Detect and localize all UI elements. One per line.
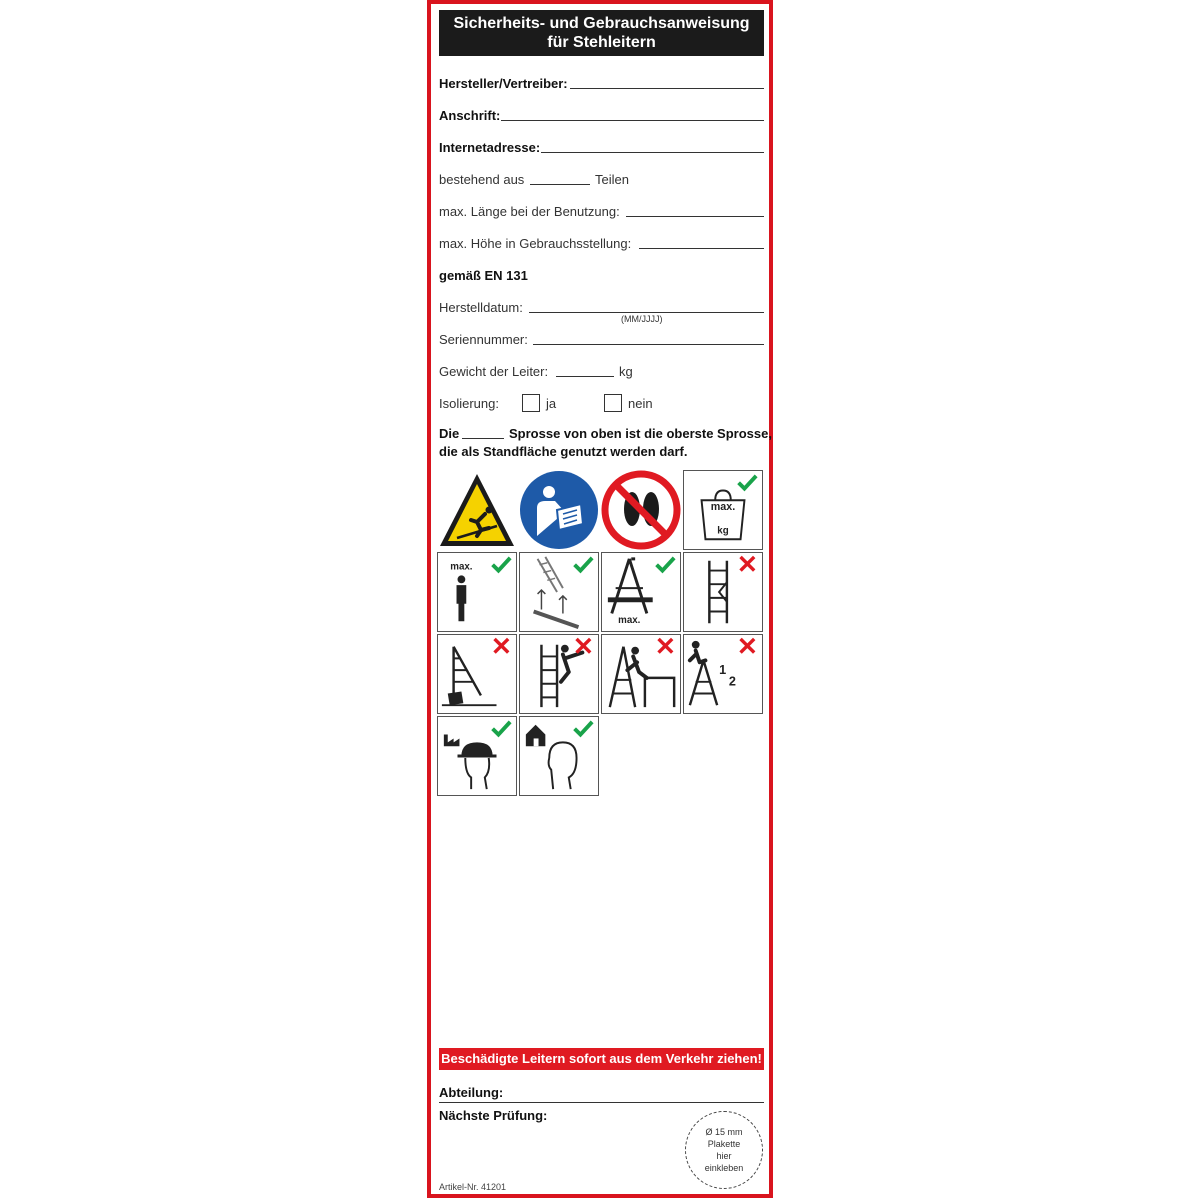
spreader-max-text: max.: [618, 615, 641, 627]
hersteller-field[interactable]: [570, 88, 764, 89]
kg-text: kg: [717, 525, 729, 537]
abteilung-field[interactable]: [439, 1102, 764, 1103]
ja-label: ja: [546, 396, 557, 411]
check-spreader-icon: [519, 552, 599, 632]
herstelldatum-label: Herstelldatum:: [439, 300, 523, 315]
label-title: [439, 10, 764, 56]
home-use-icon: [519, 716, 599, 796]
internet-field[interactable]: [541, 152, 764, 153]
slip-fall-warning-icon: [437, 470, 517, 550]
anschrift-field[interactable]: [501, 120, 764, 121]
datum-format-hint: (MM/JJJJ): [621, 314, 663, 324]
plakette-size: Ø 15 mm: [705, 1127, 743, 1137]
title-line-1: Sicherheits- und Gebrauchsanweisung: [453, 15, 750, 32]
no-uneven-ground-icon: [437, 634, 517, 714]
gewicht-label: Gewicht der Leiter:: [439, 364, 549, 379]
bestehend-label: bestehend aus: [439, 172, 525, 187]
no-lean-ladder-icon: [683, 552, 763, 632]
nein-label: nein: [628, 396, 653, 411]
abteilung-label: Abteilung:: [439, 1085, 504, 1100]
isolierung-ja-checkbox[interactable]: [522, 394, 540, 412]
seriennummer-label: Seriennummer:: [439, 332, 528, 347]
seriennummer-field[interactable]: [533, 344, 764, 345]
teile-field[interactable]: [530, 184, 590, 185]
professional-use-icon: [437, 716, 517, 796]
gewicht-field[interactable]: [556, 376, 614, 377]
step-number-1: 1: [719, 663, 727, 677]
read-manual-icon: [519, 470, 599, 550]
damaged-ladder-warning: Beschädigte Leitern sofort aus dem Verkehr ziehen!: [439, 1048, 764, 1070]
herstelldatum-field[interactable]: [529, 312, 764, 313]
internet-label: Internetadresse:: [439, 140, 541, 155]
norm-label: gemäß EN 131: [439, 268, 528, 283]
sprosse-field[interactable]: [462, 438, 504, 439]
ladder-safety-label: [427, 0, 773, 1198]
isolierung-label: Isolierung:: [439, 396, 499, 411]
no-standing-prohibition-icon: [601, 470, 681, 550]
sprosse-text-2: die als Standfläche genutzt werden darf.: [439, 444, 688, 459]
spreader-max-icon: [601, 552, 681, 632]
plakette-hier: hier: [716, 1151, 732, 1161]
max-text: max.: [710, 501, 736, 513]
inspection-sticker-area: [685, 1111, 763, 1189]
article-number: Artikel-Nr. 41201: [439, 1182, 507, 1192]
hersteller-label: Hersteller/Vertreiber:: [439, 76, 568, 91]
plakette-einkleben: einkleben: [704, 1163, 744, 1173]
gewicht-unit: kg: [619, 364, 633, 379]
max-laenge-field[interactable]: [626, 216, 764, 217]
sprosse-die: Die: [439, 426, 460, 441]
max-hoehe-field[interactable]: [639, 248, 764, 249]
naechste-pruefung-label: Nächste Prüfung:: [439, 1108, 548, 1123]
max-load-weight-icon: [683, 470, 763, 550]
anschrift-label: Anschrift:: [439, 108, 501, 123]
sprosse-text: Sprosse von oben ist die oberste Sprosse,: [509, 426, 772, 441]
plakette-word: Plakette: [707, 1139, 741, 1149]
isolierung-nein-checkbox[interactable]: [604, 394, 622, 412]
teilen-label: Teilen: [595, 172, 629, 187]
max-laenge-label: max. Länge bei der Benutzung:: [439, 204, 620, 219]
no-overreaching-icon: [519, 634, 599, 714]
person-max-text: max.: [450, 561, 473, 573]
one-person-max-icon: [437, 552, 517, 632]
title-line-2: für Stehleitern: [547, 34, 656, 51]
no-step-across-icon: [601, 634, 681, 714]
step-number-2: 2: [728, 674, 736, 689]
max-hoehe-label: max. Höhe in Gebrauchsstellung:: [439, 236, 632, 251]
no-top-step-standing-icon: [683, 634, 763, 714]
